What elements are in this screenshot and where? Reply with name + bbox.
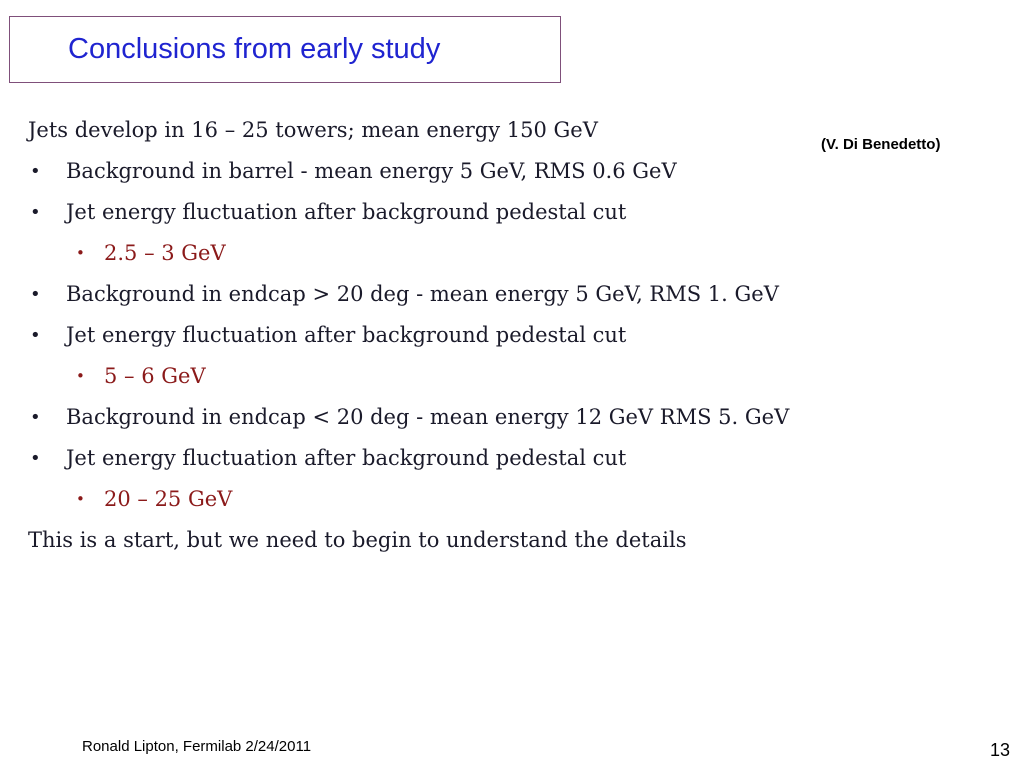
line-text: Jet energy fluctuation after background pedestal cut [66, 200, 627, 224]
bullet-icon: • [30, 407, 41, 428]
line-text: This is a start, but we need to begin to understand the details [28, 528, 687, 552]
bullet-icon: • [30, 325, 41, 346]
bullet-item [28, 151, 928, 192]
bullet-item [28, 438, 928, 479]
paragraph-line [28, 110, 928, 151]
sub-bullet-item [28, 479, 928, 520]
title-box [9, 16, 561, 83]
line-text: Jet energy fluctuation after background pedestal cut [66, 323, 627, 347]
bullet-icon: • [30, 161, 41, 182]
bullet-icon: • [30, 448, 41, 469]
line-text: Background in endcap < 20 deg - mean energy 12 GeV RMS 5. GeV [66, 405, 790, 429]
attribution: (V. Di Benedetto) [821, 136, 941, 153]
line-text: Jet energy fluctuation after background pedestal cut [66, 446, 627, 470]
bullet-item [28, 315, 928, 356]
page-number: 13 [989, 740, 1010, 760]
bullet-item [28, 397, 928, 438]
line-text: Background in barrel - mean energy 5 GeV, RMS 0.6 GeV [66, 159, 677, 183]
bullet-icon: • [30, 284, 41, 305]
footer-author-date: Ronald Lipton, Fermilab 2/24/2011 [82, 738, 312, 755]
line-text: 20 – 25 GeV [104, 487, 233, 511]
bullet-icon: • [30, 202, 41, 223]
line-text: Background in endcap > 20 deg - mean energy 5 GeV, RMS 1. GeV [66, 282, 779, 306]
bullet-item [28, 274, 928, 315]
line-text: 5 – 6 GeV [104, 364, 206, 388]
bullet-item [28, 192, 928, 233]
line-text: Jets develop in 16 – 25 towers; mean energy 150 GeV [28, 118, 598, 142]
sub-bullet-item [28, 356, 928, 397]
line-text: 2.5 – 3 GeV [104, 241, 226, 265]
bullet-icon: • [76, 490, 85, 508]
bullet-icon: • [76, 244, 85, 262]
sub-bullet-item [28, 233, 928, 274]
bullet-list [28, 110, 928, 561]
bullet-icon: • [76, 367, 85, 385]
paragraph-line [28, 520, 928, 561]
slide-title: Conclusions from early study [68, 33, 441, 65]
